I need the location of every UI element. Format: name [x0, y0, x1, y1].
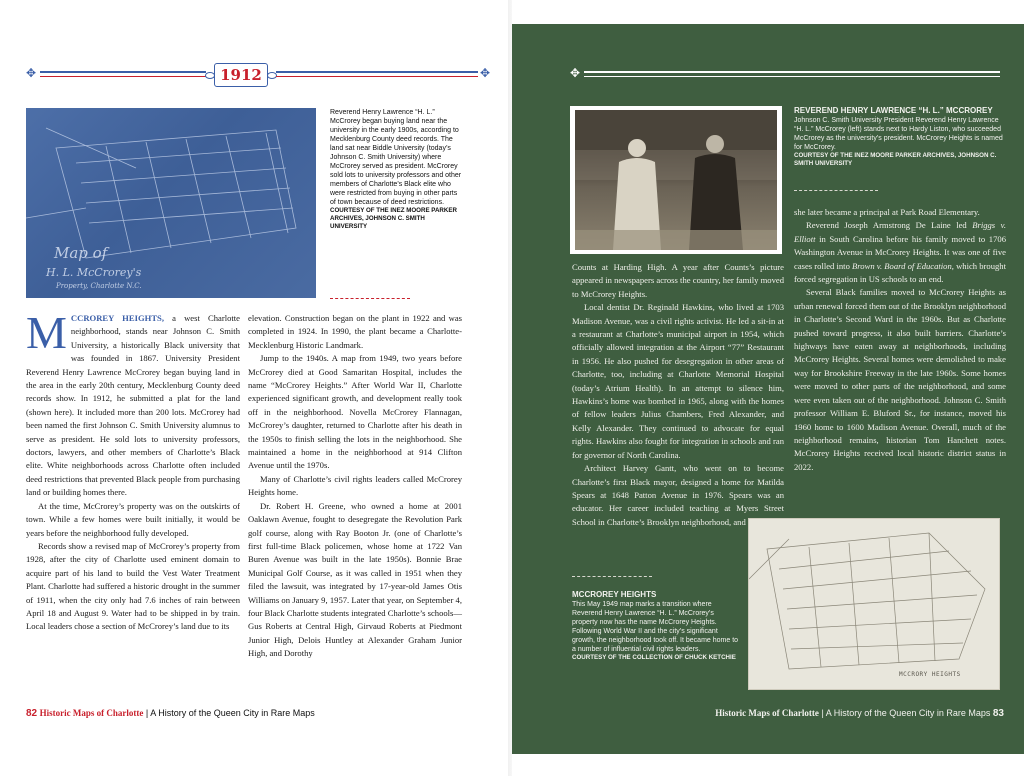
- caption-text: Reverend Henry Lawrence “H. L.” McCrorey began buying land near the university in the early 1900s, according to Mecklenburg County deed records. The land sat near Biddle University (today’s Johnson C. Smith University) where McCrorey served as president. McCrorey sold lots to university professors and other members of Charlotte’s Black elite who were restricted from buying in other parts of town because of deed restrictions.: [330, 109, 462, 206]
- paragraph-text: Reverend Joseph Armstrong De Laine led: [806, 220, 973, 231]
- right-column-1: [572, 261, 784, 529]
- header-ornament-left-icon: ✥: [26, 66, 37, 80]
- right-footer: [715, 707, 1004, 720]
- photo-caption: [794, 106, 1004, 168]
- header-ornament-icon: ✥: [570, 66, 581, 80]
- header-rule: [40, 71, 206, 73]
- left-footer: [26, 707, 315, 720]
- paragraph: elevation. Construction began on the plant in 1922 and was completed in 1924. In 1990, the plant became a Charlotte-Mecklenburg Historic Landmark.: [248, 313, 462, 350]
- paragraph: [26, 307, 240, 500]
- paragraph-text: , which brought forced segregation in US schools to an end.: [794, 260, 1006, 285]
- paragraph: Local dentist Dr. Reginald Hawkins, who lived at 1703 Madison Avenue, was a civil rights activist. He led a sit-in at a restaurant at Charlotte’s municipal airport in 1954, which officially allowed integration at the Airport “77” Restaurant in 1956. He also pushed for desegregation in other areas of Charlotte, too, including at Charlotte Memorial Hospital (today’s Atrium Health). In an attempt to silence him, Hawkins’s home was bombed in 1965, along with the homes of fellow leaders Julius Chambers, Fred Alexander, and Kelly Alexander. They continued to advocate for equal rights. Hawkins also fought for integration in schools and ran for governor of North Carolina.: [572, 302, 784, 460]
- page-number: 83: [992, 708, 1004, 719]
- svg-text:H. L. McCrorey's: H. L. McCrorey's: [46, 266, 142, 279]
- paragraph-text: a west Charlotte neighborhood, stands near Johnson C. Smith University, a historically Black university that was founded in 1867. University President Reverend Henry Lawrence McCrorey began buying land in the area in the early 20th century, Mecklenburg County deed records show. In 1912, he submitted a plat for the land (shown here). It included more than 200 lots. McCrorey had been named the first Johnson C. Smith University alumnus to serve as president. He sold lots to university professors, doctors, lawyers, and other members of Charlotte’s Black elite. White neighborhoods across Charlotte often included deed restrictions that prevented Black people from purchasing land or building homes there.: [26, 313, 240, 498]
- map-label: MCCRORY HEIGHTS: [899, 671, 961, 678]
- left-column-1: [26, 307, 240, 634]
- book-title: Historic Maps of Charlotte: [715, 708, 819, 718]
- caption-credit: COURTESY OF THE INEZ MOORE PARKER ARCHIVES, JOHNSON C. SMITH UNIVERSITY: [794, 152, 997, 167]
- left-column-2: [248, 312, 462, 661]
- paragraph: she later became a principal at Park Road Elementary.: [794, 207, 980, 217]
- blueprint-map-caption: [330, 108, 462, 231]
- svg-text:Property, Charlotte N.C.: Property, Charlotte N.C.: [56, 282, 142, 290]
- book-subtitle: | A History of the Queen City in Rare Maps: [145, 708, 315, 718]
- blueprint-map-image: [26, 108, 316, 298]
- caption-title: MCCROREY HEIGHTS: [572, 590, 657, 599]
- header-rule-red: [276, 76, 478, 77]
- caption-divider: [572, 576, 652, 577]
- book-title: Historic Maps of Charlotte: [39, 708, 144, 718]
- blueprint-plat-drawing: [26, 108, 316, 298]
- caption-text: Johnson C. Smith University President Reverend Henry Lawrence “H. L.” McCrorey (left) stands next to Hardy Liston, who succeeded McCrorey as the university’s president. McCrorey Heights is named for McCrorey.: [794, 117, 1003, 151]
- mccrorey-heights-1949-map-image: [748, 518, 1000, 690]
- right-page: [512, 0, 1024, 776]
- paragraph: Records show a revised map of McCrorey’s property from 1928, after the city of Charlotte used eminent domain to acquire part of his land to build the Vest Water Treatment Plant. Charlotte had suffered a historic drought in the summer of 1911, when the city only had 7.6 inches of rain between April 18 and August 9. Water had to be shipped in by train. Local leaders chose a section of McCrorey’s land due to its: [26, 540, 240, 632]
- svg-text:Map of: Map of: [54, 244, 108, 262]
- header-rule-thin: [584, 76, 1000, 77]
- caption-title: REVEREND HENRY LAWRENCE “H. L.” MCCROREY: [794, 106, 993, 115]
- header-rule-red: [40, 76, 206, 77]
- paragraph: At the time, McCrorey’s property was on the outskirts of town. While a few homes were built initially, it would be years before the neighborhood fully developed.: [26, 500, 240, 538]
- plat-map-drawing: [749, 519, 999, 689]
- caption-divider: [330, 298, 410, 299]
- book-subtitle: | A History of the Queen City in Rare Maps: [821, 708, 991, 718]
- year-badge: 1912: [214, 63, 268, 87]
- right-column-2: [794, 206, 1006, 474]
- paragraph: [794, 219, 1006, 286]
- paragraph: Dr. Robert H. Greene, who owned a home at 2001 Oaklawn Avenue, fought to desegregate the Revolution Park golf course, along with Ray Booton Jr. (one of Charlotte’s first full-time Black policemen, whose home at 1722 Van Buren Avenue was built in the late 1950s). Bonnie Brae Municipal Golf Course, as it was called in 1951 when they filed the lawsuit, was integrated by 17-year-old James Otis Williams on January 9, 1957. Later that year, on September 4, four Black Charlotte students integrated Charlotte’s schools—Gus Roberts at Central High, Girvaud Roberts at Piedmont Junior High, Delois Huntley at Alexander Graham Junior High, and Dorothy: [248, 500, 462, 659]
- caption-divider: [794, 190, 878, 191]
- paragraph: Counts at Harding High. A year after Counts’s picture appeared in newspapers across the country, her family moved to McCrorey Heights.: [572, 262, 784, 299]
- case-name: Brown v. Board of Education: [852, 260, 952, 271]
- drop-cap: M: [26, 307, 67, 358]
- two-men-photo-drawing: [575, 110, 777, 250]
- case-name: Briggs v. Elliott: [794, 220, 1006, 244]
- historic-photo: [570, 106, 782, 254]
- photo-scene: [575, 110, 777, 250]
- paragraph: Jump to the 1940s. A map from 1949, two years before McCrorey died at Good Samaritan Hospital, includes the name “McCrorey Heights.” After World War II, Charlotte experienced significant growth, and development really took off in the neighborhood. Novella McCrorey Flannagan, McCrorey’s daughter, returned to Charlotte after his death in the 1950s to finish selling the lots in the neighborhood. She maintained a home in the neighborhood at 914 Clifton Avenue until the 1970s.: [248, 353, 462, 471]
- paragraph: Architect Harvey Gantt, who went on to become Charlotte’s first Black mayor, designed a home for Matilda Spears at 1648 Patton Avenue in 1976. Spears was an educator. Her career included teaching at Myers Street School in Charlotte’s Brooklyn neighborhood, and: [572, 463, 784, 527]
- page-number: 82: [26, 708, 38, 719]
- caption-credit: COURTESY OF THE INEZ MOORE PARKER ARCHIVES, JOHNSON C. SMITH UNIVERSITY: [330, 207, 457, 230]
- paragraph: Several Black families moved to McCrorey Heights as urban renewal forced them out of the Brooklyn neighborhood in Charlotte’s Second Ward in the 1960s. But as Charlotte pushed toward progress, it also built barriers. Charlotte’s highways have eaten away at neighborhoods, including McCrorey Heights. Several homes were demolished to make way for Brookshire Freeway in the late 1960s. Some homes were moved to other parts of the neighborhood, and some were even taken out of the neighborhood. Johnson C. Smith professor William E. Bluford Sr., for instance, moved his 1960 home to 1600 Madison Avenue. Overall, much of the neighborhood remains, historian Tom Hanchett notes. McCrorey Heights received local historic district status in 2022.: [794, 287, 1006, 472]
- header-rule: [584, 71, 1000, 73]
- header-rule: [276, 71, 478, 73]
- paragraph-text: in South Carolina before his family moved to 1706 Washington Avenue in McCrorey Heights. It was one of five cases rolled into: [794, 233, 1006, 271]
- caption-credit: COURTESY OF THE COLLECTION OF CHUCK KETCHIE: [572, 654, 736, 661]
- map-caption: [572, 590, 740, 662]
- caption-text: This May 1949 map marks a transition where Reverend Henry Lawrence “H. L.” McCrorey’s property now has the name McCrorey Heights. Following World War II and the city’s significant growth, the neighborhood took off. It became home to a number of influential civil rights leaders.: [572, 601, 739, 653]
- lead-in: CCROREY HEIGHTS,: [70, 313, 164, 323]
- header-ornament-right-icon: ✥: [480, 66, 491, 80]
- paragraph: Many of Charlotte’s civil rights leaders called McCrorey Heights home.: [248, 473, 462, 498]
